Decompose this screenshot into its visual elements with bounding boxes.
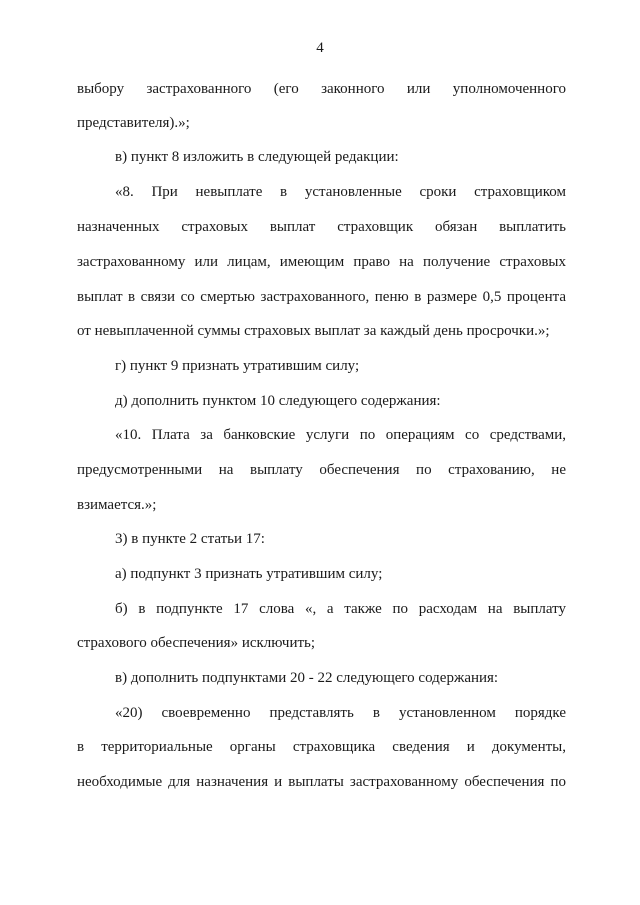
paragraph-line: представителя).»; (77, 115, 190, 131)
paragraph-line: а) подпункт 3 признать утратившим силу; (115, 566, 383, 582)
paragraph-line: в) пункт 8 изложить в следующей редакции: (115, 149, 399, 165)
paragraph-line: выбору застрахованного (его законного или уполномоченного (77, 81, 566, 97)
paragraph-line: 3) в пункте 2 статьи 17: (115, 531, 265, 547)
paragraph-line: д) дополнить пунктом 10 следующего содержания: (115, 393, 441, 409)
paragraph-line: застрахованному или лицам, имеющим право на получение страховых (77, 254, 566, 270)
paragraph-line: «20) своевременно представлять в установленном порядке (115, 705, 566, 721)
paragraph-line: «8. При невыплате в установленные сроки страховщиком (115, 184, 566, 200)
paragraph-line: г) пункт 9 признать утратившим силу; (115, 358, 360, 374)
paragraph-line: необходимые для назначения и выплаты застрахованному обеспечения по (77, 774, 566, 790)
paragraph-line: взимается.»; (77, 497, 157, 513)
page-number: 4 (316, 40, 324, 56)
paragraph-line: в) дополнить подпунктами 20 - 22 следующего содержания: (115, 670, 499, 686)
paragraph-line: назначенных страховых выплат страховщик обязан выплатить (77, 219, 566, 235)
paragraph-line: страхового обеспечения» исключить; (77, 635, 316, 651)
paragraph-line: выплат в связи со смертью застрахованного, пеню в размере 0,5 процента (77, 289, 566, 305)
paragraph-line: б) в подпункте 17 слова «, а также по расходам на выплату (115, 601, 566, 617)
paragraph-line: предусмотренными на выплату обеспечения по страхованию, не (77, 462, 566, 478)
paragraph-line: в территориальные органы страховщика сведения и документы, (77, 739, 566, 755)
paragraph-line: от невыплаченной суммы страховых выплат за каждый день просрочки.»; (77, 323, 550, 339)
paragraph-line: «10. Плата за банковские услуги по операциям со средствами, (115, 427, 566, 443)
